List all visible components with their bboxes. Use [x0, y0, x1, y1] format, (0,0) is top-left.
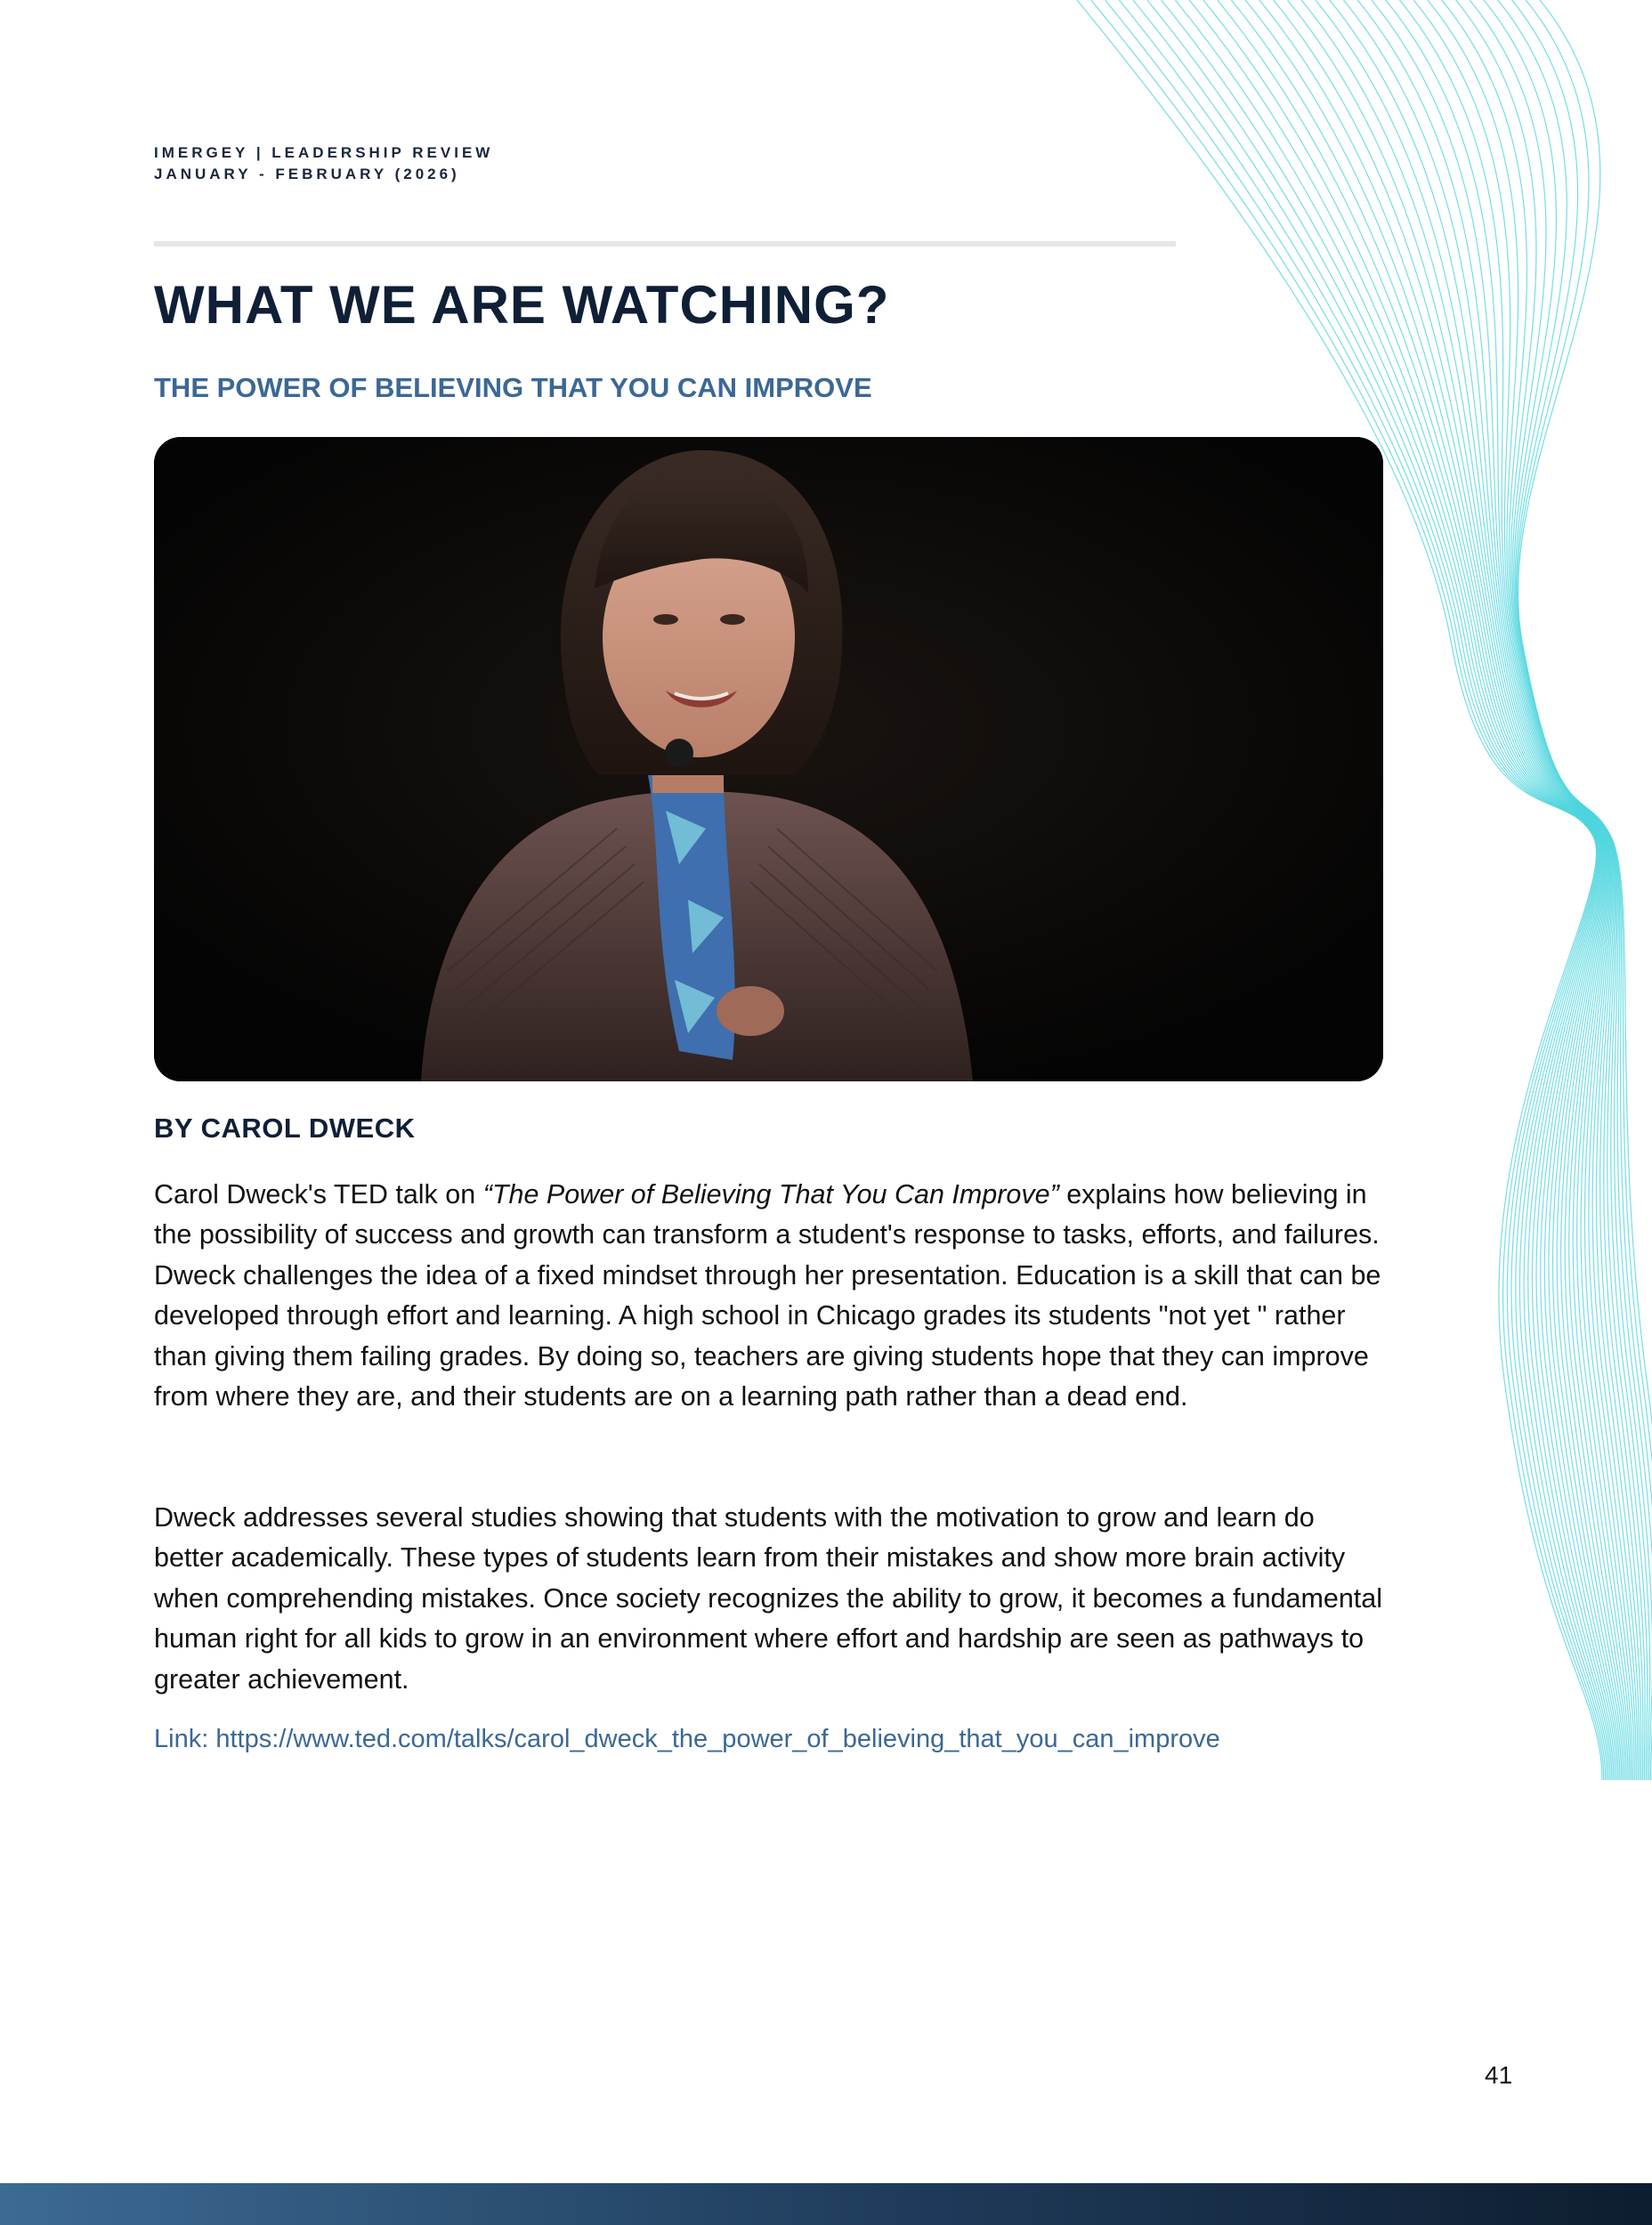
- talk-link[interactable]: https://www.ted.com/talks/carol_dweck_the_power_of_believing_that_you_can_improve: [215, 1725, 1220, 1753]
- wave-line: [1518, 0, 1652, 1780]
- article-subtitle: THE POWER OF BELIEVING THAT YOU CAN IMPROVE: [154, 372, 872, 403]
- header-divider: [154, 241, 1176, 247]
- speaker-photo: [154, 437, 1383, 1081]
- speaker-illustration: [154, 437, 1383, 1081]
- link-prefix: Link:: [154, 1725, 216, 1753]
- issue-date: JANUARY - FEBRUARY (2026): [154, 166, 460, 182]
- masthead: [154, 142, 493, 185]
- body-paragraph: Dweck addresses several studies showing that students with the motivation to grow and learn do better academically. These types of students learn from their mistakes and show more brain activity when comprehending mistakes. Once society recognizes the ability to grow, it becomes a fundamental human right for all kids to grow in an environment where effort and hardship are seen as pathways to greater achievement.: [154, 1502, 1383, 1695]
- page-number: 41: [1485, 2061, 1513, 2089]
- wave-line: [1512, 0, 1652, 1780]
- page-title: WHAT WE ARE WATCHING?: [154, 275, 890, 335]
- talk-link-line: [154, 1725, 1220, 1754]
- byline: BY CAROL DWECK: [154, 1112, 416, 1144]
- publication-name: IMERGEY | LEADERSHIP REVIEW: [154, 144, 494, 161]
- paragraph-text: Carol Dweck's TED talk on: [154, 1179, 483, 1210]
- talk-title: “The Power of Believing That You Can Improve”: [482, 1179, 1059, 1210]
- body-paragraph: [154, 1175, 1391, 1417]
- paragraph-text: explains how believing in the possibility of success and growth can transform a student's response to tasks, efforts, and failures. Dweck challenges the idea of a fixed mindset through her presentation. Education is a skill that can be developed through effort and learning. A high school in Chicago grades its students "not yet " rather than giving them failing grades. By doing so, teachers are giving students hope that they can improve from where they are, and their students are on a learning path rather than a dead end.: [154, 1179, 1381, 1412]
- footer-bar: [0, 2183, 1652, 2225]
